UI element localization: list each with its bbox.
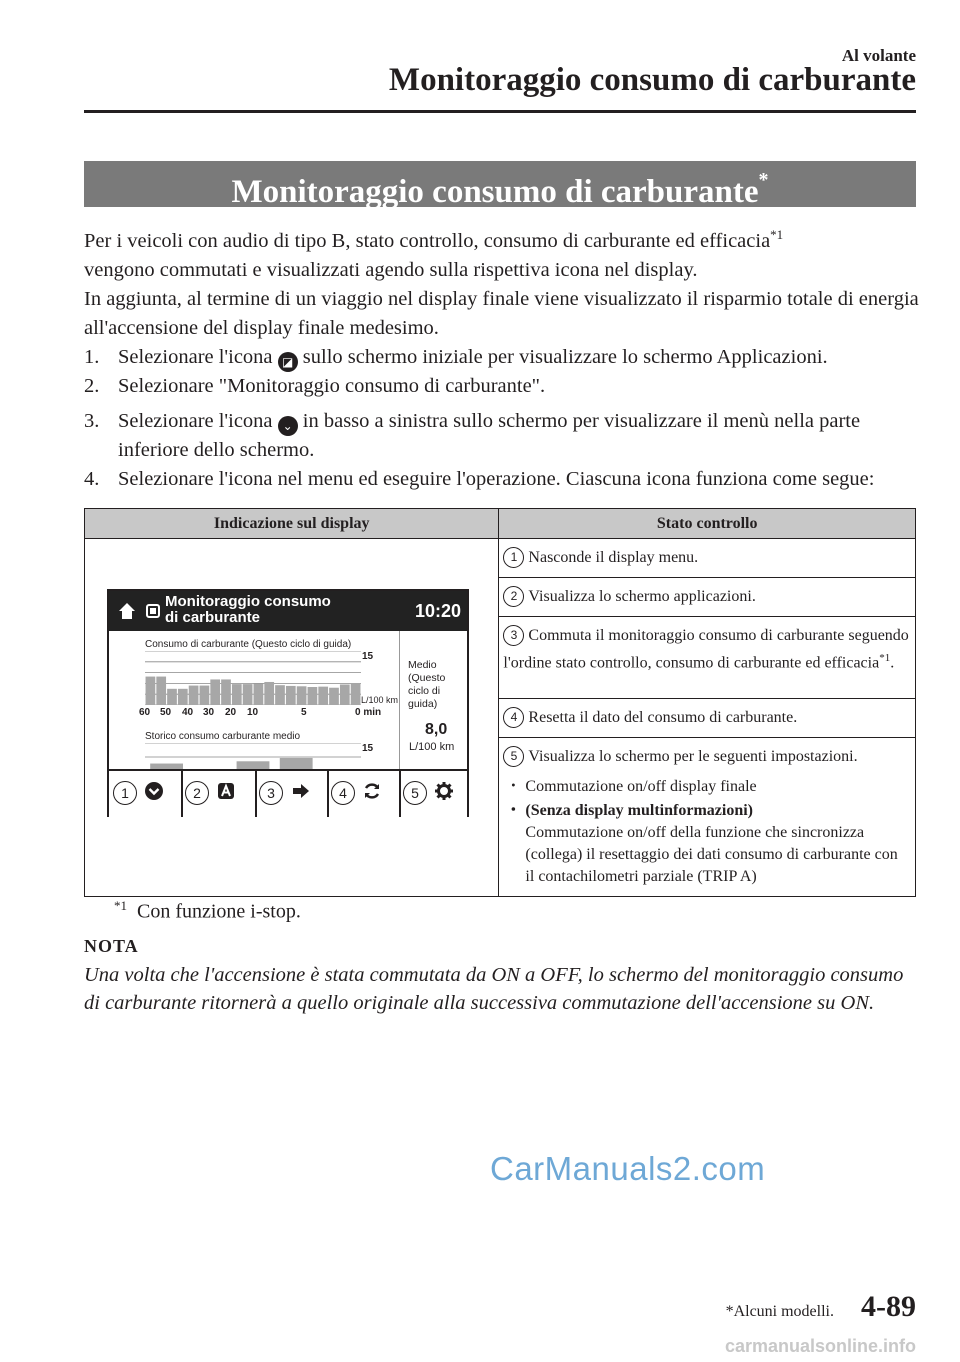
site-watermark[interactable]: carmanualsonline.info [724, 1336, 916, 1356]
intro-p1b: vengono commutati e visualizzati agendo sulla rispettiva icona nel display. [84, 258, 698, 281]
step-number: 2. [84, 374, 100, 397]
header-rule [84, 110, 916, 113]
chart-bar [351, 683, 361, 705]
x-axis-ticks [139, 707, 339, 719]
footnote-text: Con funzione i-stop. [137, 900, 301, 923]
divider [399, 631, 400, 769]
col-header-control: Stato controllo [499, 509, 916, 539]
chart-bar [156, 677, 166, 705]
step-text: sullo schermo iniziale per visualizzare lo schermo Applicazioni. [297, 345, 828, 368]
step-text: Selezionare l'icona nel menu ed eseguire l'operazione. Ciascuna icona funziona come segue: [118, 467, 875, 490]
row-tail: . [890, 654, 895, 672]
table-row [499, 617, 916, 699]
clock: 10:20 [414, 601, 461, 621]
row-text: Visualizza lo schermo applicazioni. [528, 588, 756, 605]
average-label-line: guida) [408, 698, 438, 710]
home-icon[interactable] [118, 602, 136, 620]
section-banner [84, 161, 916, 210]
callout-number: 2 [503, 586, 524, 607]
step-text: in basso a sinistra sullo schermo per visualizzare il menù nella parte inferiore dello schermo. [118, 409, 861, 461]
chart-bar [308, 687, 318, 705]
intro-paragraph-1 [84, 220, 920, 285]
footnote [114, 898, 301, 924]
chart1-zero-label: 0 min [355, 707, 382, 718]
chart1-unit: L/100 km [361, 695, 399, 705]
fuel-chart [145, 651, 361, 705]
menu-switch-button[interactable] [259, 781, 311, 805]
x-tick: 40 [182, 707, 194, 718]
screen-header [109, 591, 467, 631]
gear-icon [435, 782, 453, 800]
switch-icon [291, 782, 311, 800]
callout-number: 3 [259, 781, 283, 805]
row-text: Visualizza lo schermo per le seguenti impostazioni. [528, 748, 858, 765]
step-text: Selezionare l'icona [118, 345, 278, 368]
menu-apps-button[interactable] [185, 781, 235, 805]
history-chart [145, 743, 361, 771]
row-sup: *1 [879, 652, 891, 664]
chart-bar [243, 684, 253, 705]
chart1-y-label: 15 [362, 651, 374, 662]
step-text: Selezionare "Monitoraggio consumo di carburante". [118, 374, 546, 397]
chart-bar [221, 679, 231, 705]
average-label-line: ciclo di [408, 685, 441, 697]
chart-bar [146, 677, 156, 705]
intro-paragraph-2: In aggiunta, al termine di un viaggio nel display finale viene visualizzato il risparmio totale di energia all'accensione del display finale medesimo. [84, 287, 919, 339]
x-tick: 5 [301, 707, 307, 718]
x-tick: 50 [160, 707, 172, 718]
step-1 [84, 343, 920, 372]
note-heading: NOTA [84, 936, 139, 956]
chart-bar [264, 682, 274, 705]
bullet-item: ・ Commutazione on/off display finale [503, 776, 909, 798]
menu-divider [181, 771, 183, 817]
models-note: *Alcuni modelli. [725, 1303, 834, 1320]
table-row [499, 539, 916, 578]
intro-p1a: Per i veicoli con audio di tipo B, stato controllo, consumo di carburante ed efficacia [84, 229, 771, 252]
chart-bar [340, 684, 350, 705]
chart-bar [232, 684, 242, 705]
menu-bar [109, 769, 467, 817]
step-number: 4. [84, 467, 100, 490]
screen-title-line: di carburante [165, 609, 261, 626]
callout-number: 1 [503, 547, 524, 568]
app-icon [217, 782, 235, 800]
step-4 [84, 465, 920, 494]
chart-bar [189, 686, 199, 705]
callout-number: 5 [403, 781, 427, 805]
menu-divider [327, 771, 329, 817]
step-2 [84, 372, 920, 401]
table-row [499, 699, 916, 738]
banner-mark: * [758, 169, 769, 191]
callout-number: 4 [503, 707, 524, 728]
table-row [499, 578, 916, 617]
callout-number: 1 [113, 781, 137, 805]
watermark[interactable]: CarManuals2.com [490, 1150, 766, 1187]
chart-bar [178, 689, 188, 705]
menu-hide-button[interactable] [113, 781, 163, 805]
chart-bar [200, 686, 210, 705]
menu-divider [255, 771, 257, 817]
step-3 [84, 407, 920, 465]
callout-number: 4 [331, 781, 355, 805]
average-label [408, 659, 445, 711]
fuel-monitor-screen [107, 589, 469, 817]
step-number: 1. [84, 345, 100, 368]
x-tick: 20 [225, 707, 237, 718]
x-tick: 30 [203, 707, 215, 718]
callout-number: 2 [185, 781, 209, 805]
menu-divider [399, 771, 401, 817]
row-text: Commuta il monitoraggio consumo di carburante seguendo l'ordine stato controllo, consumo di carburante ed efficacia [503, 627, 909, 672]
chart-bar [318, 687, 328, 705]
apps-icon[interactable] [145, 602, 163, 620]
apps-icon: ◪ [278, 352, 298, 372]
callout-number: 3 [503, 625, 524, 646]
row-text: Nasconde il display menu. [528, 549, 699, 566]
chart2-y-label: 15 [362, 743, 374, 754]
chart-bar [210, 679, 220, 705]
col-header-display: Indicazione sul display [85, 509, 499, 539]
average-label-line: Medio [408, 659, 437, 671]
chevron-down-icon: ⌄ [278, 416, 298, 436]
average-value: 8,0 [425, 721, 448, 738]
page-number: 4-89 [861, 1290, 916, 1323]
chart-bar [254, 683, 264, 705]
menu-reset-button[interactable] [331, 781, 381, 805]
note-text: Una volta che l'accensione è stata commutata da ON a OFF, lo schermo del monitoraggio consumo di carburante ritornerà a quello originale alla successiva commutazione dell'accensione su ON. [84, 964, 904, 1014]
menu-settings-button[interactable] [403, 781, 453, 805]
section-label: Al volante [841, 46, 916, 65]
screen-title [165, 594, 331, 626]
chart-bar [329, 688, 339, 705]
intro-body [84, 220, 920, 494]
footnote-mark: *1 [114, 898, 127, 913]
chart-bar [275, 685, 285, 705]
average-label-line: (Questo [408, 672, 446, 684]
row-text: Resetta il dato del consumo di carburante. [528, 709, 798, 726]
x-tick: 10 [247, 707, 259, 718]
step-number: 3. [84, 409, 100, 432]
chart-bar [297, 686, 307, 705]
chart2-title: Storico consumo carburante medio [145, 731, 301, 742]
chart1-title: Consumo di carburante (Questo ciclo di guida) [145, 639, 352, 650]
refresh-icon [363, 782, 381, 800]
chevron-down-icon [145, 782, 163, 800]
average-unit: L/100 km [409, 741, 455, 753]
callout-number: 5 [503, 746, 524, 767]
chart-bar [167, 689, 177, 705]
chart-bar [286, 686, 296, 705]
bullet-item: ・ (Senza display multinformazioni) [503, 800, 909, 822]
page-header-title: Monitoraggio consumo di carburante [388, 62, 916, 98]
x-tick: 60 [139, 707, 151, 718]
banner-title: Monitoraggio consumo di carburante [231, 174, 759, 210]
screen-title-line: Monitoraggio consumo [165, 593, 331, 610]
intro-p1-sup: *1 [770, 227, 784, 242]
table-row [499, 738, 916, 897]
bullet-detail: Commutazione on/off della funzione che sincronizza (collega) il resettaggio dei dati consumo di carburante con il contachilometri parziale (TRIP A) [525, 824, 898, 885]
step-text: Selezionare l'icona [118, 409, 278, 432]
